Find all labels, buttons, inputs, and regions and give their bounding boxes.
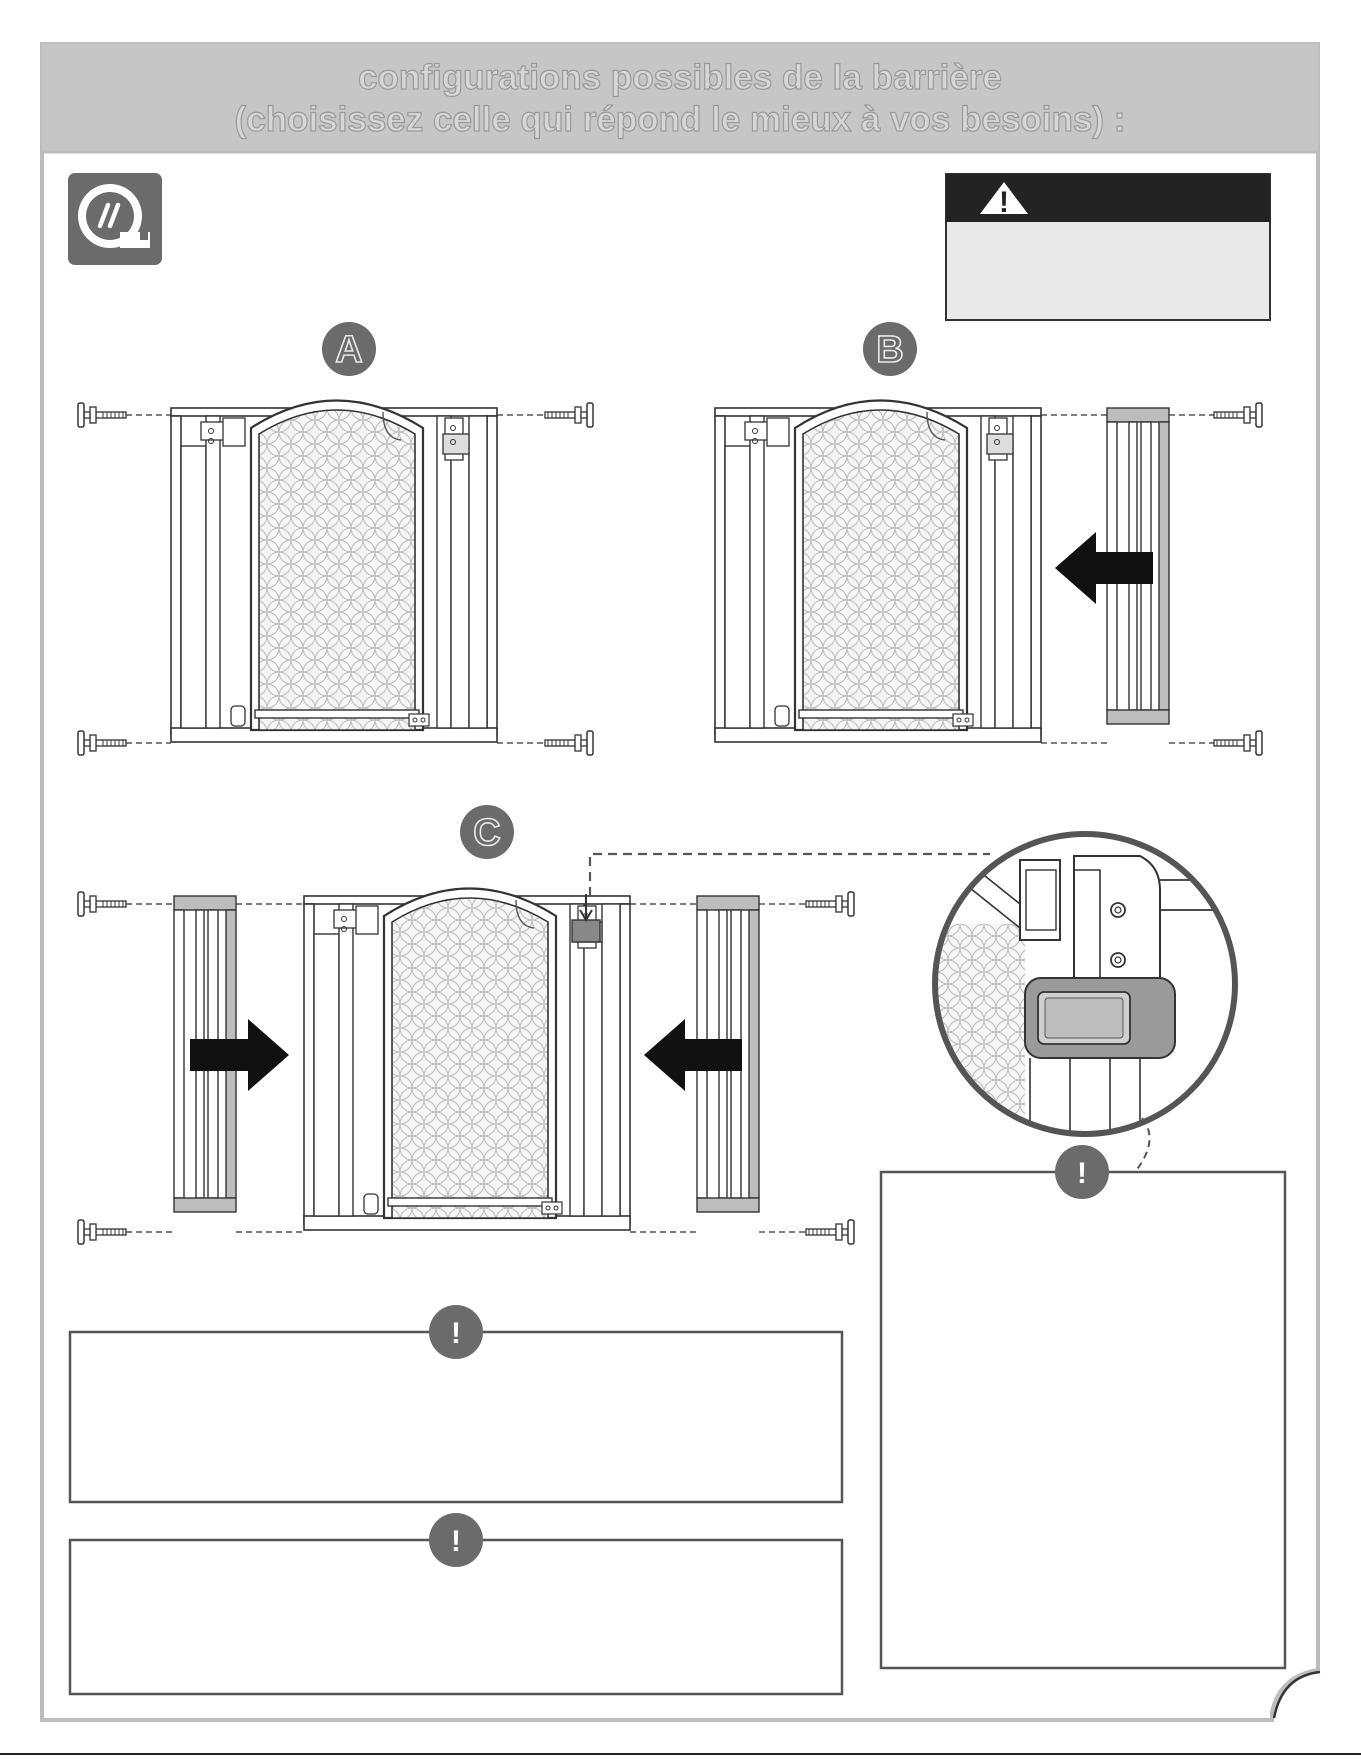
exclamation-circle-icon xyxy=(1077,1157,1087,1190)
warning-box xyxy=(946,174,1270,320)
note-box-right xyxy=(881,1145,1285,1668)
exclamation-circle-icon xyxy=(451,1317,461,1350)
page-title-line-2: (choisissez celle qui répond le mieux à vos besoins) : xyxy=(234,100,1126,139)
config-a-label: A xyxy=(335,329,363,371)
note-symbol: ! xyxy=(451,1317,461,1350)
note-box-2 xyxy=(70,1513,842,1694)
gate-a xyxy=(171,401,497,743)
exclamation-circle-icon xyxy=(451,1525,461,1558)
config-a-badge xyxy=(322,322,376,376)
config-c-badge xyxy=(460,805,514,859)
config-b-badge xyxy=(863,322,917,376)
config-c-label: C xyxy=(473,812,501,854)
tape-measure-icon xyxy=(68,173,162,265)
note-symbol: ! xyxy=(451,1525,461,1558)
page-title-line-1: configurations possibles de la barrière xyxy=(358,58,1002,97)
warning-symbol: ! xyxy=(999,186,1009,219)
config-b-label: B xyxy=(876,329,904,371)
gate-b xyxy=(715,401,1041,743)
note-box-1 xyxy=(70,1305,842,1502)
note-symbol: ! xyxy=(1077,1157,1087,1190)
